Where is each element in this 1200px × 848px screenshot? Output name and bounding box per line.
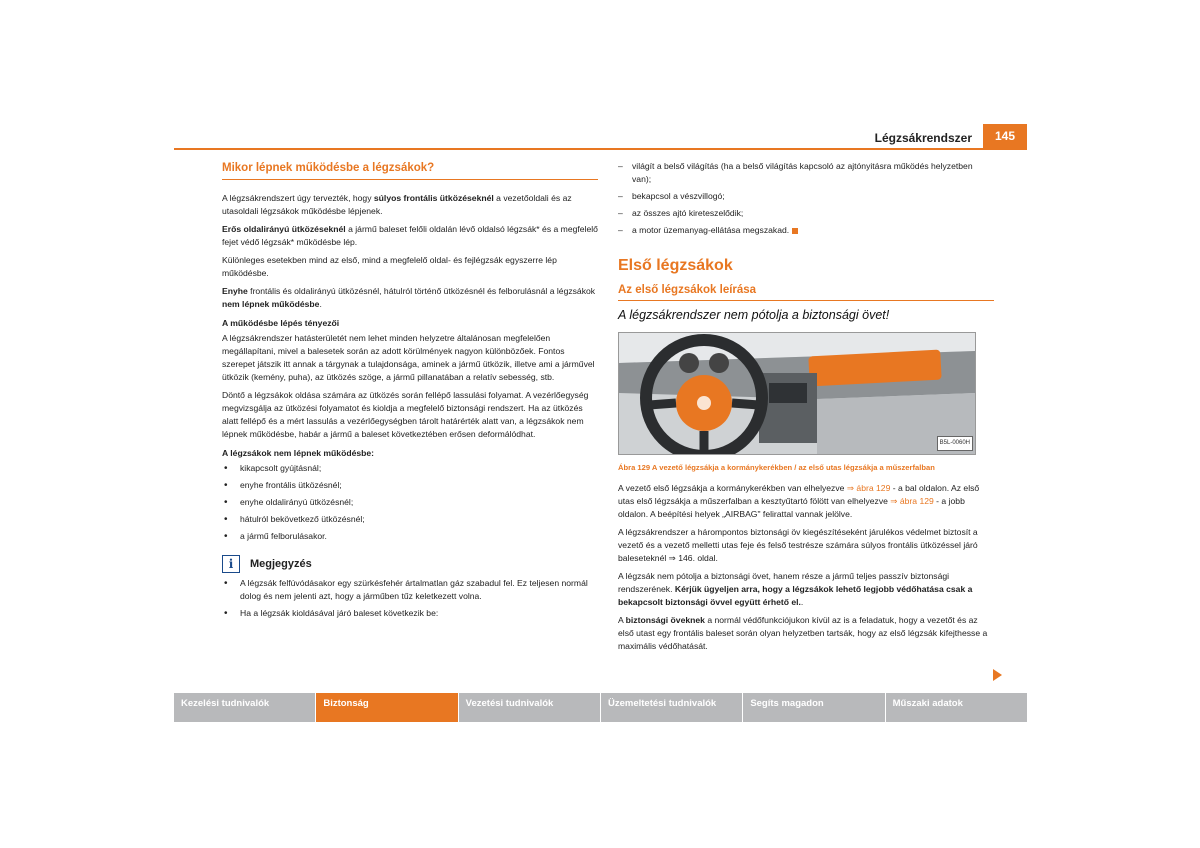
tab-kezelesi-tudnivalok[interactable]: Kezelési tudnivalók (174, 693, 316, 722)
text: a normál védőfunkciójukon kívül az is a feladatuk, hogy a vezetőt és az első utast egy frontális baleset során olyan helyzetben tartsák, hogy az első légzsák kifejthesse a maximális védőhatását. (618, 615, 988, 651)
tab-vezetesi-tudnivalok[interactable]: Vezetési tudnivalók (459, 693, 601, 722)
tab-uzemeltetesi-tudnivalok[interactable]: Üzemeltetési tudnivalók (601, 693, 743, 722)
subheading: A működésbe lépés tényezői (222, 318, 340, 328)
tab-biztonsag[interactable]: Biztonság (316, 693, 458, 722)
figure-code: B5L-0060H (937, 436, 973, 451)
list-item: • a jármű felborulásakor. (222, 530, 598, 543)
paragraph: Döntő a légzsákok oldása számára az ütközés során fellépő lassulási folyamat. A vezérlőegység megvizsgálja az ütközési folyamatot és kioldja a megfelelő biztonsági rendszert. Ha az ütközés alatt fellépő és a mért lassulás a vezérlőegységben tárolt határérték alatt van, a légzsákok nem lépnek működésbe, habár a jármű a baleset következtében erősen deformálódhat. (222, 390, 589, 439)
bold-text: Enyhe (222, 286, 248, 296)
text: A légzsákrendszert úgy tervezték, hogy (222, 193, 374, 203)
list-item (618, 224, 994, 237)
paragraph (222, 285, 598, 311)
text: A légzsák nem pótolja a biztonsági övet, hanem része a jármű teljes passzív biztonsági rendszerének. (618, 571, 950, 594)
text: a motor üzemanyag-ellátása megszakad. (632, 225, 790, 235)
next-page-arrow-icon[interactable] (993, 669, 1002, 681)
list-item: – világít a belső világítás (ha a belső világítás kapcsoló az ajtónyitásra működés helyzetben van); (618, 160, 994, 186)
paragraph: A légzsákrendszer a hárompontos biztonsági öv kiegészítéseként járulékos védelmet biztosít a vezető és a vezető melletti utas feje és felső testrésze számára súlyos frontális ütközéssel járó baleseteknél ⇒ 146. oldal. (618, 527, 978, 563)
list-item: – az összes ajtó kireteszelődik; (618, 207, 994, 220)
list-item: • enyhe frontális ütközésnél; (222, 479, 598, 492)
tab-segits-magadon[interactable]: Segíts magadon (743, 693, 885, 722)
section-title: Az első légzsákok leírása (618, 284, 994, 301)
figure-reference-link[interactable]: ⇒ ábra 129 (846, 483, 891, 493)
subheading: A légzsákok nem lépnek működésbe: (222, 448, 375, 458)
header-rule (174, 148, 1027, 150)
chapter-title: Első légzsákok (618, 257, 733, 274)
paragraph (618, 482, 994, 521)
section-title: Mikor lépnek működésbe a légzsákok? (222, 162, 598, 180)
list-item: • kikapcsolt gyújtásnál; (222, 462, 598, 475)
warning-line: A légzsákrendszer nem pótolja a biztonsági övet! (618, 308, 890, 322)
paragraph (222, 192, 598, 218)
tab-muszaki-adatok[interactable]: Műszaki adatok (892, 698, 963, 709)
right-column (618, 160, 994, 658)
left-column (222, 160, 598, 624)
page-number: 145 (983, 124, 1027, 148)
figure-reference-link[interactable]: ⇒ ábra 129 (890, 496, 934, 506)
header-title: Légzsákrendszer (874, 131, 972, 145)
text: . (800, 597, 804, 607)
text: . (319, 299, 322, 309)
paragraph (618, 614, 994, 653)
bold-text: biztonsági öveknek (625, 615, 705, 625)
text: a jármű baleset felőli oldalán lévő oldalsó légzsák* és a megfelelő fejet védő légzsák* működésbe lép. (222, 224, 598, 247)
list-item: – bekapcsol a vészvillogó; (618, 190, 994, 203)
list-item: • hátulról bekövetkező ütközésnél; (222, 513, 598, 526)
paragraph: Különleges esetekben mind az első, mind a megfelelő oldal- és fejlégzsák egyszerre lép működésbe. (222, 255, 557, 278)
paragraph (222, 223, 598, 249)
note-item: • A légzsák felfúvódásakor egy szürkésfehér ártalmatlan gáz szabadul fel. Ez teljesen normál dolog és nem jelenti azt, hogy a járműben tűz keletkezett volna. (222, 577, 598, 603)
chapter-tabs (174, 693, 1027, 722)
note-header (222, 555, 598, 573)
bold-text: nem lépnek működésbe (222, 299, 320, 309)
bold-text: súlyos frontális ütközéseknél (373, 193, 494, 203)
paragraph (618, 570, 994, 609)
list-item: • enyhe oldalirányú ütközésnél; (222, 496, 598, 509)
paragraph: A légzsákrendszer hatásterületét nem lehet minden helyzetre általánosan megfelelően megállapítani, mivel a balesetek során az adott körülmények nagyon különbözőek. Fontos szerepet játszik itt annak a tárgynak a tulajdonsága, aminek a jármű ütközik, illetve ami a járművel ütközik (kemény, puha), az ütközés szöge, a jármű pillanatában a relatív sebesség, stb. (222, 333, 595, 382)
figure-caption: Ábra 129 A vezető légzsákja a kormánykerékben / az első utas légzsákja a műszerfalban (618, 463, 935, 472)
text: a vezetőoldali és az utasoldali légzsákok működésbe lépjenek. (222, 193, 572, 216)
note-item: • Ha a légzsák kioldásával járó baleset következik be: (222, 607, 598, 620)
dashboard-illustration (619, 333, 975, 454)
info-icon: i (222, 555, 240, 573)
end-mark-icon (792, 228, 798, 234)
text: A vezető első légzsákja a kormánykerékben van elhelyezve (618, 483, 847, 493)
bold-text: Kérjük ügyeljen arra, hogy a légzsákok lehető legjobb védőhatása csak a bekapcsolt biztonsági övvel együtt érhető el. (618, 584, 973, 607)
text: frontális és oldalirányú ütközésnél, hátulról történő ütközésnél és felborulásnál a légzsákok (247, 286, 596, 296)
text: - a jobb oldalon. A beépítési helyek „AIRBAG" felirattal vannak jelölve. (618, 496, 965, 519)
note-title: Megjegyzés (250, 557, 312, 570)
text: A (618, 615, 626, 625)
text: - a bal oldalon. Az első utas első légzsákja a műszerfalban a kesztyűtartó fölött van elhelyezve (618, 483, 980, 506)
airbag-figure (618, 332, 976, 455)
bold-text: Erős oldalirányú ütközéseknél (222, 224, 346, 234)
